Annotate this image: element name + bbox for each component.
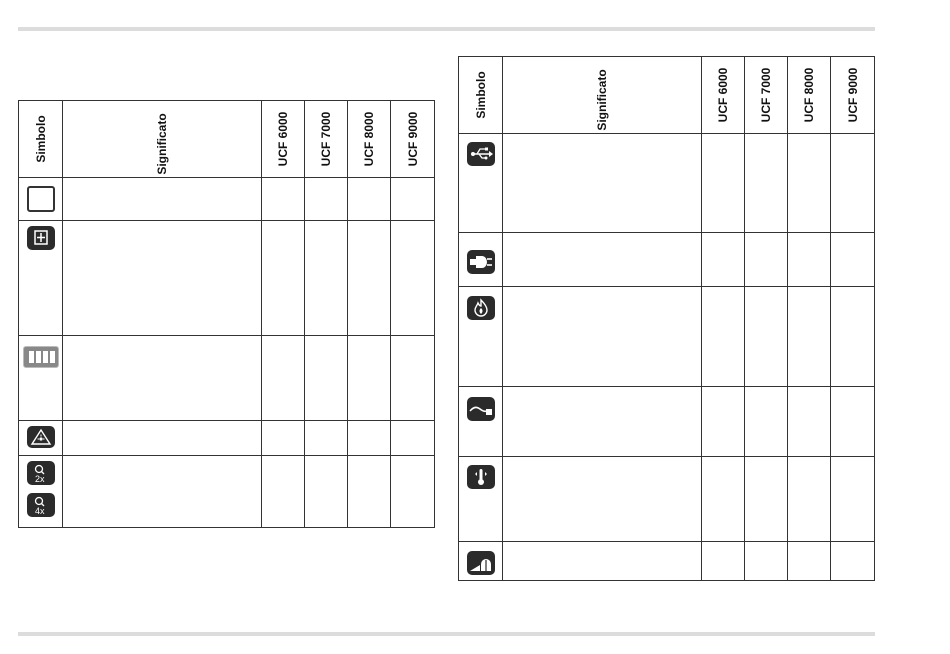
table-row: [19, 421, 435, 456]
empty-square-icon: [27, 186, 55, 212]
header-ucf8000: UCF 8000: [348, 101, 391, 178]
zoom-2x-icon: [27, 461, 55, 485]
header-ucf6000: UCF 6000: [702, 57, 745, 134]
usb-icon: [467, 142, 495, 166]
table-row: [19, 178, 435, 221]
power-plug-icon: [467, 250, 495, 274]
header-meaning: Significato: [63, 101, 262, 178]
table-row: [459, 233, 875, 287]
symbol-table-left: [18, 100, 435, 528]
table-row: [19, 336, 435, 421]
header-symbol: Simbolo: [19, 101, 63, 178]
header-ucf8000: UCF 8000: [788, 57, 831, 134]
table-row: [459, 287, 875, 387]
svg-text:2x: 2x: [34, 474, 45, 484]
zoom-4x-icon: [27, 493, 55, 517]
table-row: [19, 221, 435, 336]
symbol-table-right: [458, 56, 875, 581]
thermometer-icon: [467, 465, 495, 489]
ambient-icon: [467, 397, 495, 421]
table-row: [459, 457, 875, 542]
header-ucf6000: UCF 6000: [262, 101, 305, 178]
top-rule: [18, 27, 875, 31]
laser-warning-icon: [27, 426, 55, 448]
level-icon: [467, 551, 495, 575]
header-ucf9000: UCF 9000: [391, 101, 435, 178]
table-row: [19, 456, 435, 528]
header-symbol: Simbolo: [459, 57, 503, 134]
table-row: [459, 542, 875, 581]
table-row: [459, 387, 875, 457]
crosshair-box-icon: [27, 226, 55, 250]
header-ucf7000: UCF 7000: [305, 101, 348, 178]
battery-icon: [23, 346, 59, 368]
bottom-rule: [18, 632, 875, 636]
flame-icon: [467, 296, 495, 320]
table-row: [459, 134, 875, 233]
header-ucf7000: UCF 7000: [745, 57, 788, 134]
header-meaning: Significato: [503, 57, 702, 134]
header-ucf9000: UCF 9000: [831, 57, 875, 134]
svg-text:4x: 4x: [34, 506, 45, 516]
